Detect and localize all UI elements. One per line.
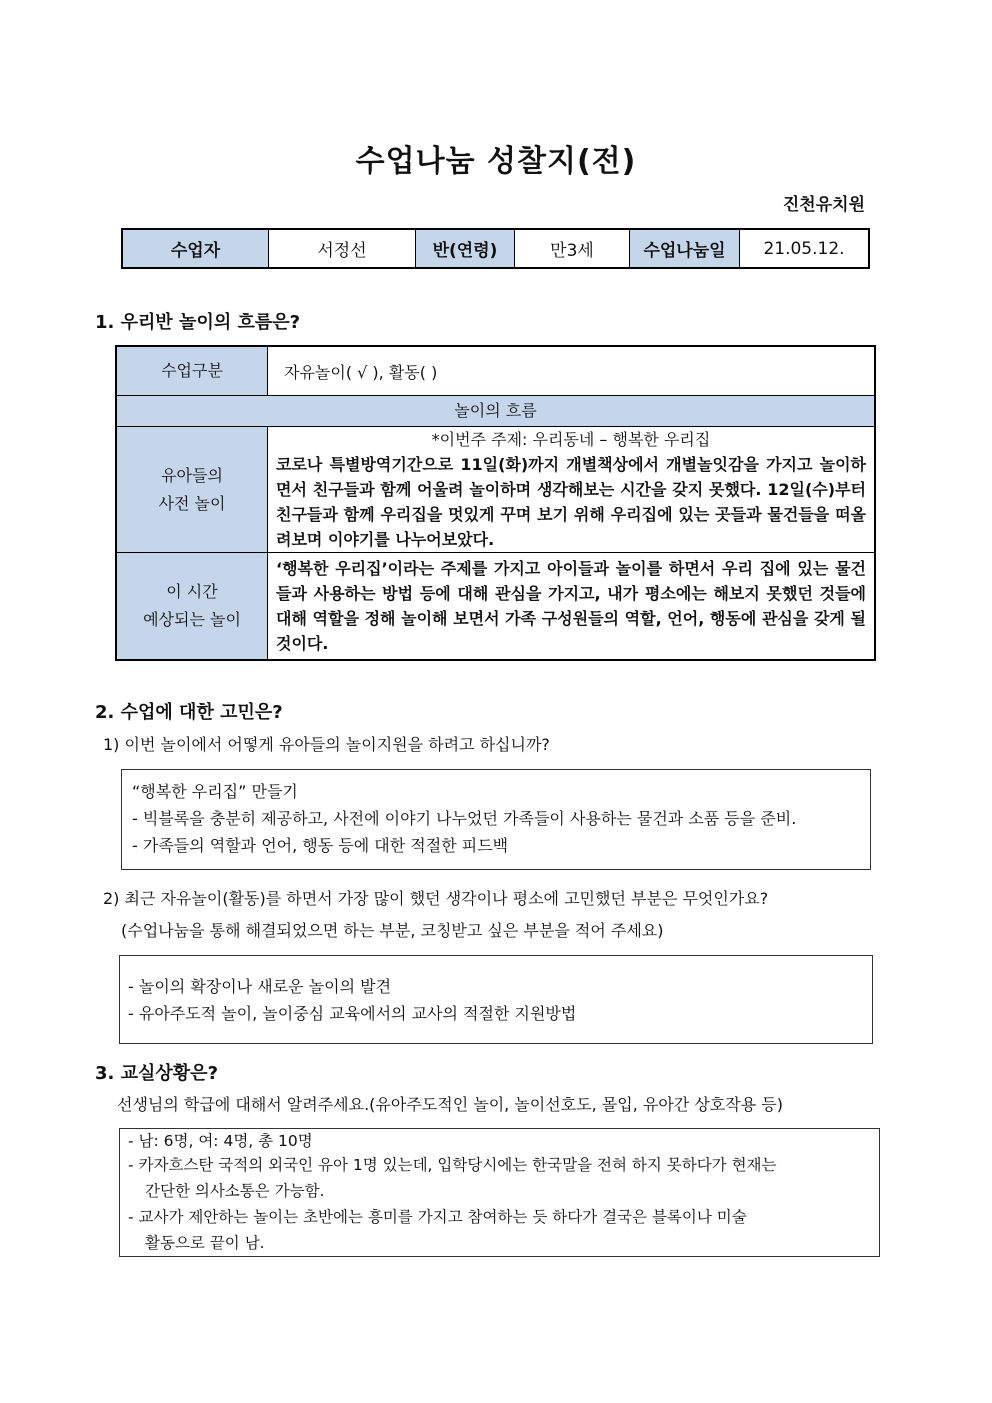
teacher-label: 수업자 bbox=[122, 229, 269, 268]
answer-1-box bbox=[121, 769, 871, 870]
date-label: 수업나눔일 bbox=[630, 229, 740, 268]
answer-1-line: “행복한 우리집” 만들기 bbox=[132, 782, 298, 801]
section3-heading: 3. 교실상황은? bbox=[95, 1063, 219, 1084]
question-1: 1) 이번 놀이에서 어떻게 유아들의 놀이지원을 하려고 하십니까? bbox=[103, 735, 550, 754]
weekly-theme: *이번주 주제: 우리동네 – 행복한 우리집 bbox=[431, 430, 711, 449]
question-2: 2) 최근 자유놀이(활동)를 하면서 가장 많이 했던 생각이나 평소에 고민했던 부분은 무엇인가요? bbox=[103, 889, 769, 908]
page-title: 수업나눔 성찰지(전) bbox=[355, 144, 637, 179]
expected-play-label-line2: 예상되는 놀이 bbox=[143, 610, 241, 629]
play-flow-header: 놀이의 흐름 bbox=[116, 396, 875, 427]
class-value: 만3세 bbox=[515, 229, 630, 268]
lesson-type-label: 수업구분 bbox=[116, 346, 268, 396]
lesson-info-table bbox=[121, 228, 870, 269]
date-value: 21.05.12. bbox=[740, 229, 870, 268]
prior-play-content bbox=[268, 427, 876, 553]
classroom-answer-line: - 교사가 제안하는 놀이는 초반에는 흥미를 가지고 참여하는 듯 하다가 결국은 블록이나 미술 bbox=[128, 1208, 747, 1226]
classroom-answer-line: 활동으로 끝이 남. bbox=[145, 1234, 265, 1252]
prior-play-label-line1: 유아들의 bbox=[161, 465, 223, 485]
classroom-answer-line: - 남: 6명, 여: 4명, 총 10명 bbox=[128, 1132, 313, 1150]
classroom-question: 선생님의 학급에 대해서 알려주세요.(유아주도적인 놀이, 놀이선호도, 몰입, 유아간 상호작용 등) bbox=[117, 1095, 783, 1114]
section1-heading: 1. 우리반 놀이의 흐름은? bbox=[95, 312, 301, 333]
lesson-type-value: 자유놀이( √ ), 활동( ) bbox=[268, 346, 876, 396]
classroom-answer-line: - 카자흐스탄 국적의 외국인 유아 1명 있는데, 입학당시에는 한국말을 전혀 하지 못하다가 현재는 bbox=[128, 1156, 777, 1174]
answer-1-line: - 빅블록을 충분히 제공하고, 사전에 이야기 나누었던 가족들이 사용하는 물건과 소품 등을 준비. bbox=[132, 809, 797, 828]
teacher-value: 서정선 bbox=[269, 229, 416, 268]
class-label: 반(연령) bbox=[416, 229, 515, 268]
kindergarten-name: 진천유치원 bbox=[782, 195, 865, 215]
answer-2-line: - 놀이의 확장이나 새로운 놀이의 발견 bbox=[128, 977, 392, 996]
answer-2-line: - 유아주도적 놀이, 놀이중심 교육에서의 교사의 적절한 지원방법 bbox=[128, 1004, 577, 1023]
prior-play-text: 코로나 특별방역기간으로 11일(화)까지 개별책상에서 개별놀잇감을 가지고 놀이하면서 친구들과 함께 어울려 놀이하며 생각해보는 시간을 갖지 못했다. 12일(수)부터 친구들과 함께 우리집을 멋있게 꾸며 보기 위해 우리집에 있는 곳들과 물건들을 떠올려보며 이야기를 나누어보았다. bbox=[276, 455, 866, 549]
answer-2-box bbox=[119, 955, 873, 1044]
play-flow-table bbox=[115, 345, 876, 661]
expected-play-label-line1: 이 시간 bbox=[166, 582, 218, 601]
answer-1-line: - 가족들의 역할과 언어, 행동 등에 대한 적절한 피드백 bbox=[132, 836, 509, 855]
section2-heading: 2. 수업에 대한 고민은? bbox=[95, 702, 283, 723]
expected-play-label bbox=[116, 553, 268, 661]
classroom-answer-box bbox=[119, 1128, 880, 1257]
classroom-answer-line: 간단한 의사소통은 가능함. bbox=[145, 1182, 325, 1200]
question-2-sub: (수업나눔을 통해 해결되었으면 하는 부분, 코칭받고 싶은 부분을 적어 주세요) bbox=[121, 921, 664, 940]
prior-play-label-line2: 사전 놀이 bbox=[158, 493, 226, 513]
expected-play-text: ‘행복한 우리집’이라는 주제를 가지고 아이들과 놀이를 하면서 우리 집에 있는 물건들과 사용하는 방법 등에 대해 관심을 가지고, 내가 평소에는 해보지 못했던 것들에 대해 역할을 정해 놀이해 보면서 가족 구성원들의 역할, 언어, 행동에 관심을 갖게 될 것이다. bbox=[268, 553, 876, 661]
prior-play-label bbox=[116, 427, 268, 553]
